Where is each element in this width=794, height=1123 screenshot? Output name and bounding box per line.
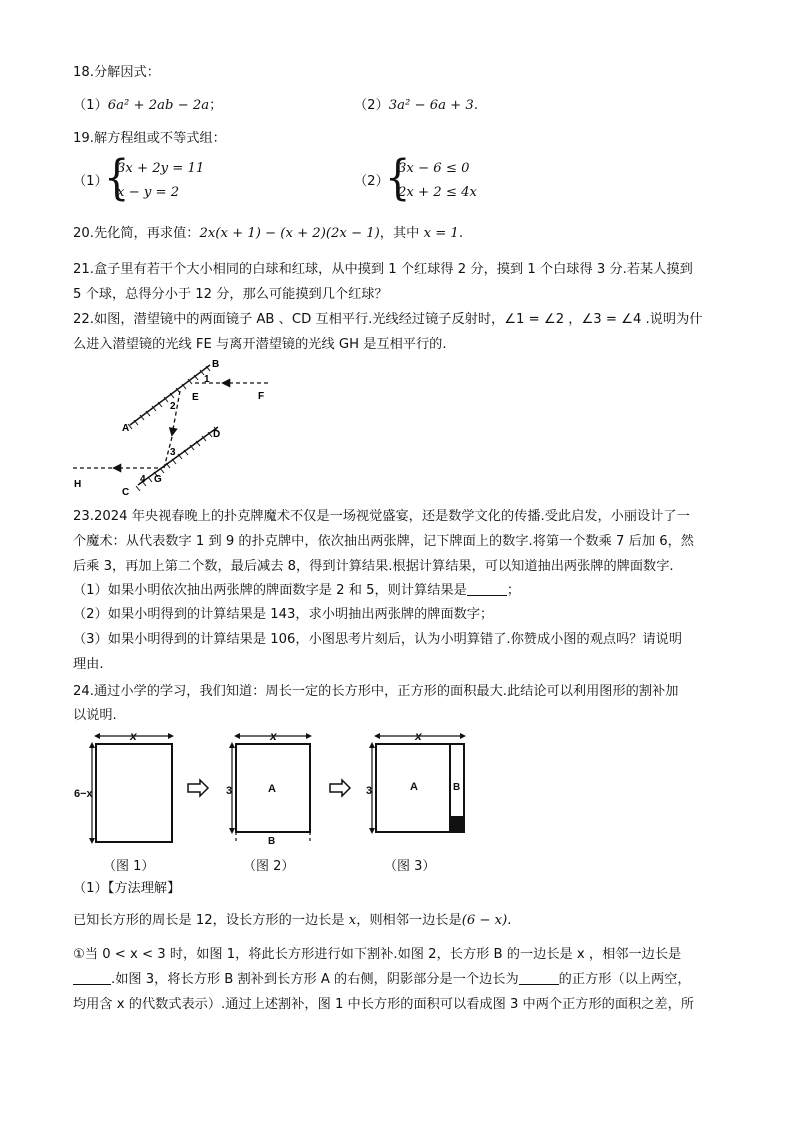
q18-title: 18.分解因式： [73, 65, 160, 80]
q19-part2-eq1: 3x − 6 ≤ 0 [398, 161, 470, 176]
q23-line2: 个魔术：从代表数字 1 到 9 的扑克牌中，依次抽出两张牌，记下牌面上的数字.将第一个数乘 7 后加 6，然 [73, 534, 694, 549]
fig3-x-label: x [415, 729, 422, 743]
fig1-caption: （图 1） [103, 859, 155, 874]
fig3-b-label: B [453, 782, 461, 793]
fig3-caption: （图 3） [384, 859, 436, 874]
q23-sub1-blank [467, 583, 507, 596]
q24-figures [70, 728, 480, 848]
label-b: B [212, 359, 220, 370]
q20-text: 20.先化简，再求值：2x(x + 1) − (x + 2)(2x − 1)，其中 x = 1. [73, 226, 464, 241]
fig2-a-label: A [268, 783, 276, 795]
q19-part2-label: （2） [354, 174, 389, 189]
figure-1 [74, 729, 172, 842]
label-h: H [74, 479, 82, 490]
fig2-b-label: B [268, 836, 276, 847]
q24-case1-line1: ①当 0 < x < 3 时，如图 1，将此长方形进行如下割补.如图 2，长方形 B 的一边长是 x ，相邻一边长是 [73, 947, 682, 962]
q19-part1-label: （1） [73, 174, 108, 189]
q18-part2: （2）3a² − 6a + 3. [354, 98, 479, 113]
label-g: G [154, 474, 162, 485]
q20-expr: 2x(x + 1) − (x + 2)(2x − 1) [199, 226, 380, 241]
fig2-x-label: x [270, 729, 277, 743]
q24-given-expr: (6 − x) [461, 913, 508, 928]
q23-line1: 23.2024 年央视春晚上的扑克牌魔术不仅是一场视觉盛宴，还是数学文化的传播.受此启发，小丽设计了一 [73, 509, 690, 524]
q22-line2: 么进入潜望镜的光线 FE 与离开潜望镜的光线 GH 是互相平行的. [73, 337, 447, 352]
q19-part1-brace: { [104, 150, 130, 206]
periscope-figure [60, 355, 290, 503]
fig2-3-label: 3 [226, 785, 233, 797]
q23-sub3-line1: （3）如果小明得到的计算结果是 106，小图思考片刻后，认为小明算错了.你赞成小图的观点吗？请说明 [73, 632, 683, 647]
transform-arrow-2 [330, 780, 350, 796]
q20-condition: x = 1 [423, 226, 459, 241]
label-d: D [213, 429, 221, 440]
q24-blank-1 [73, 972, 111, 985]
q24-given: 已知长方形的周长是 12，设长方形的一边长是 x，则相邻一边长是(6 − x). [73, 913, 512, 928]
figure-2 [226, 729, 310, 847]
q19-title: 19.解方程组或不等式组： [73, 131, 226, 146]
q24-method-title: （1）【方法理解】 [73, 881, 181, 896]
q21-line1: 21.盒子里有若干个大小相同的白球和红球，从中摸到 1 个红球得 2 分，摸到 1 个白球得 3 分.若某人摸到 [73, 262, 693, 277]
q24-case1-line2: .如图 3，将长方形 B 割补到长方形 A 的右侧，阴影部分是一个边长为 的正方形（以上两空， [73, 971, 691, 989]
q24-blank-2 [519, 972, 559, 985]
label-a: A [122, 423, 130, 434]
q19-part2-eq2: 2x + 2 ≤ 4x [398, 185, 477, 200]
q21-line2: 5 个球，总得分小于 12 分，那么可能摸到几个红球？ [73, 287, 388, 302]
mirror-cd [136, 427, 221, 491]
label-angle-3: 3 [170, 447, 176, 458]
q18-part1: （1）6a² + 2ab − 2a； [73, 98, 223, 113]
q23-sub1: （1）如果小明依次抽出两张牌的牌面数字是 2 和 5，则计算结果是 ； [73, 583, 520, 598]
label-e: E [192, 392, 199, 403]
label-angle-1: 1 [204, 374, 210, 385]
q23-sub2: （2）如果小明得到的计算结果是 143，求小明抽出两张牌的牌面数字； [73, 607, 494, 622]
label-angle-2: 2 [170, 401, 176, 412]
fig1-6-x-label: 6−x [74, 788, 93, 800]
q24-line1: 24.通过小学的学习，我们知道：周长一定的长方形中，正方形的面积最大.此结论可以利用图形的割补加 [73, 684, 679, 699]
transform-arrow-1 [188, 780, 208, 796]
label-f: F [258, 391, 265, 402]
q19-part1-eq2: x − y = 2 [117, 185, 180, 200]
q24-case1-line3: 均用含 x 的代数式表示）.通过上述割补，图 1 中长方形的面积可以看成图 3 中两个正方形的面积之差，所 [73, 997, 694, 1012]
q19-part1-eq1: 3x + 2y = 11 [117, 161, 205, 176]
q18-part1-expr: 6a² + 2ab − 2a [107, 98, 210, 113]
q24-line2: 以说明. [73, 708, 117, 723]
figure-3 [366, 729, 464, 832]
label-c: C [122, 487, 130, 498]
label-angle-4: 4 [140, 474, 146, 485]
fig3-shaded-square [451, 816, 463, 831]
q18-part2-expr: 3a² − 6a + 3 [388, 98, 474, 113]
q22-line1: 22.如图，潜望镜中的两面镜子 AB 、CD 互相平行.光线经过镜子反射时，∠1 = ∠2 ，∠3 = ∠4 .说明为什 [73, 312, 703, 327]
q19-part2-brace: { [385, 150, 411, 206]
fig2-caption: （图 2） [243, 859, 295, 874]
q23-sub3-line2: 理由. [73, 657, 104, 672]
q23-line3: 后乘 3，再加上第二个数，最后减去 8，得到计算结果.根据计算结果，可以知道抽出两张牌的牌面数字. [73, 559, 674, 574]
fig1-x-label: x [130, 729, 137, 743]
fig3-3-label: 3 [366, 785, 373, 797]
fig3-a-label: A [410, 781, 418, 793]
